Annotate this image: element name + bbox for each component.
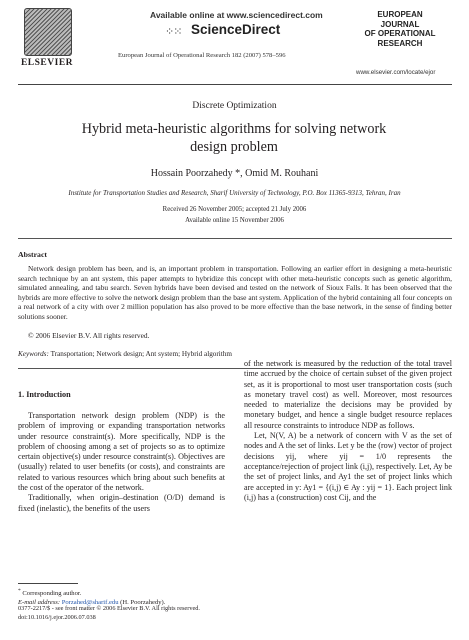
keywords — [18, 350, 232, 358]
available-online-banner[interactable]: Available online at www.sciencedirect.com — [150, 10, 323, 20]
journal-logo-line: JOURNAL — [380, 19, 420, 29]
corresponding-author: Corresponding author. — [22, 590, 82, 598]
footnote-marker: * — [18, 588, 21, 594]
journal-logo-line: OF OPERATIONAL — [364, 29, 436, 38]
sciencedirect-logo[interactable] — [165, 22, 315, 42]
copyright: © 2006 Elsevier B.V. All rights reserved. — [28, 331, 150, 340]
abstract-body: Network design problem has been, and is, an important problem in transportation. Following an earlier effort in designing a meta-heuristic search technique by an ant system, this paper attempts to hybridize this concept with other meta-heuristic concepts such as genetic algorithm, simulated annealing, and tabu search. Seven hybrids have been devised and tested on the network of Sioux Falls. It has been observed that the hybrids are more effective to solve the network design problem than the base ant system. Application of the hybrid containing all four concepts on a real network of a city with over 2 million population has also proved to be more effective than the base network, in the sense of finding better solutions sooner. — [18, 264, 452, 321]
left-column — [18, 411, 225, 514]
paragraph: of the network is measured by the reduction of the total travel time accrued by the choice of certain subset of the given project set, as it is proportional to most user transportation costs (such as monetary travel cost) as well. Moreover, most resources needed to materialize the decisions may be provided by monetary budget, and hence a single budget resource replaces all resource constraints to introduce NDP as follows. — [244, 359, 452, 430]
footnote-divider — [18, 583, 78, 584]
section-heading: 1. Introduction — [18, 390, 71, 399]
right-column — [244, 359, 452, 503]
header-divider — [18, 84, 452, 85]
journal-logo-line: RESEARCH — [377, 38, 423, 48]
divider — [18, 238, 452, 239]
sciencedirect-dots-icon: ⁘⁙ — [165, 25, 182, 38]
journal-url[interactable]: www.elsevier.com/locate/ejor — [356, 69, 436, 76]
abstract-heading: Abstract — [18, 250, 48, 259]
paragraph: Let, N(V, A) be a network of concern with V as the set of nodes and A the set of links. Let y be the (row) vector of project decisions yij, where yij = 1/0 represents the acceptance/rejection of project link (i,j), respectively. Let, Ay be the set of project links, and Ay1 the set of project links which are accepted in y: Ay1 = {(i,j) ∈ Ay : yij = 1}. Each project link (i,j) has a (construction) cost Cij, and the — [244, 431, 452, 502]
authors: Hossain Poorzahedy *, Omid M. Rouhani — [150, 168, 319, 179]
keywords-list: Transportation; Network design; Ant system; Hybrid algorithm — [50, 350, 232, 358]
available-online-date: Available online 15 November 2006 — [185, 217, 284, 224]
keywords-label: Keywords: — [18, 350, 49, 358]
section-tag: Discrete Optimization — [192, 101, 277, 111]
doi-line[interactable]: doi:10.1016/j.ejor.2006.07.038 — [18, 613, 96, 621]
email-suffix: (H. Poorzahedy). — [120, 599, 166, 607]
paragraph: Traditionally, when origin–destination (O/D) demand is fixed (inelastic), the benefits of the users — [18, 493, 225, 513]
issn-line: 0377-2217/$ - see front matter © 2006 Elsevier B.V. All rights reserved. — [18, 605, 200, 612]
received-dates: Received 26 November 2005; accepted 21 July 2006 — [162, 206, 307, 213]
affiliation: Institute for Transportation Studies and Research, Sharif University of Technology, P.O. Box 11365-9313, Tehran, Iran — [68, 189, 401, 197]
sciencedirect-logo-text: ScienceDirect — [191, 22, 281, 37]
publisher-logo-text: ELSEVIER — [20, 58, 74, 68]
elsevier-logo — [18, 8, 76, 76]
journal-logo-line: EUROPEAN — [377, 10, 423, 19]
paragraph: Transportation network design problem (NDP) is the problem of improving or expanding transportation networks under resource constraint(s). More specifically, NDP is the problem of choosing among a set of projects so as to optimize certain objective(s) under resource constraint(s). Objectives are (usually) related to user benefits (or costs), and constraints are related to various resources which bring about such benefits at the cost of the operator of the network. — [18, 411, 225, 493]
bottom-info — [18, 605, 200, 622]
journal-logo — [348, 8, 452, 75]
elsevier-tree-icon — [24, 8, 72, 56]
email-label: E-mail address: — [18, 599, 61, 607]
email-link[interactable]: Porzahed@sharif.edu — [61, 599, 119, 607]
journal-reference: European Journal of Operational Research 182 (2007) 578–596 — [118, 52, 286, 59]
paper-title: Hybrid meta-heuristic algorithms for solving network design problem — [81, 121, 387, 155]
